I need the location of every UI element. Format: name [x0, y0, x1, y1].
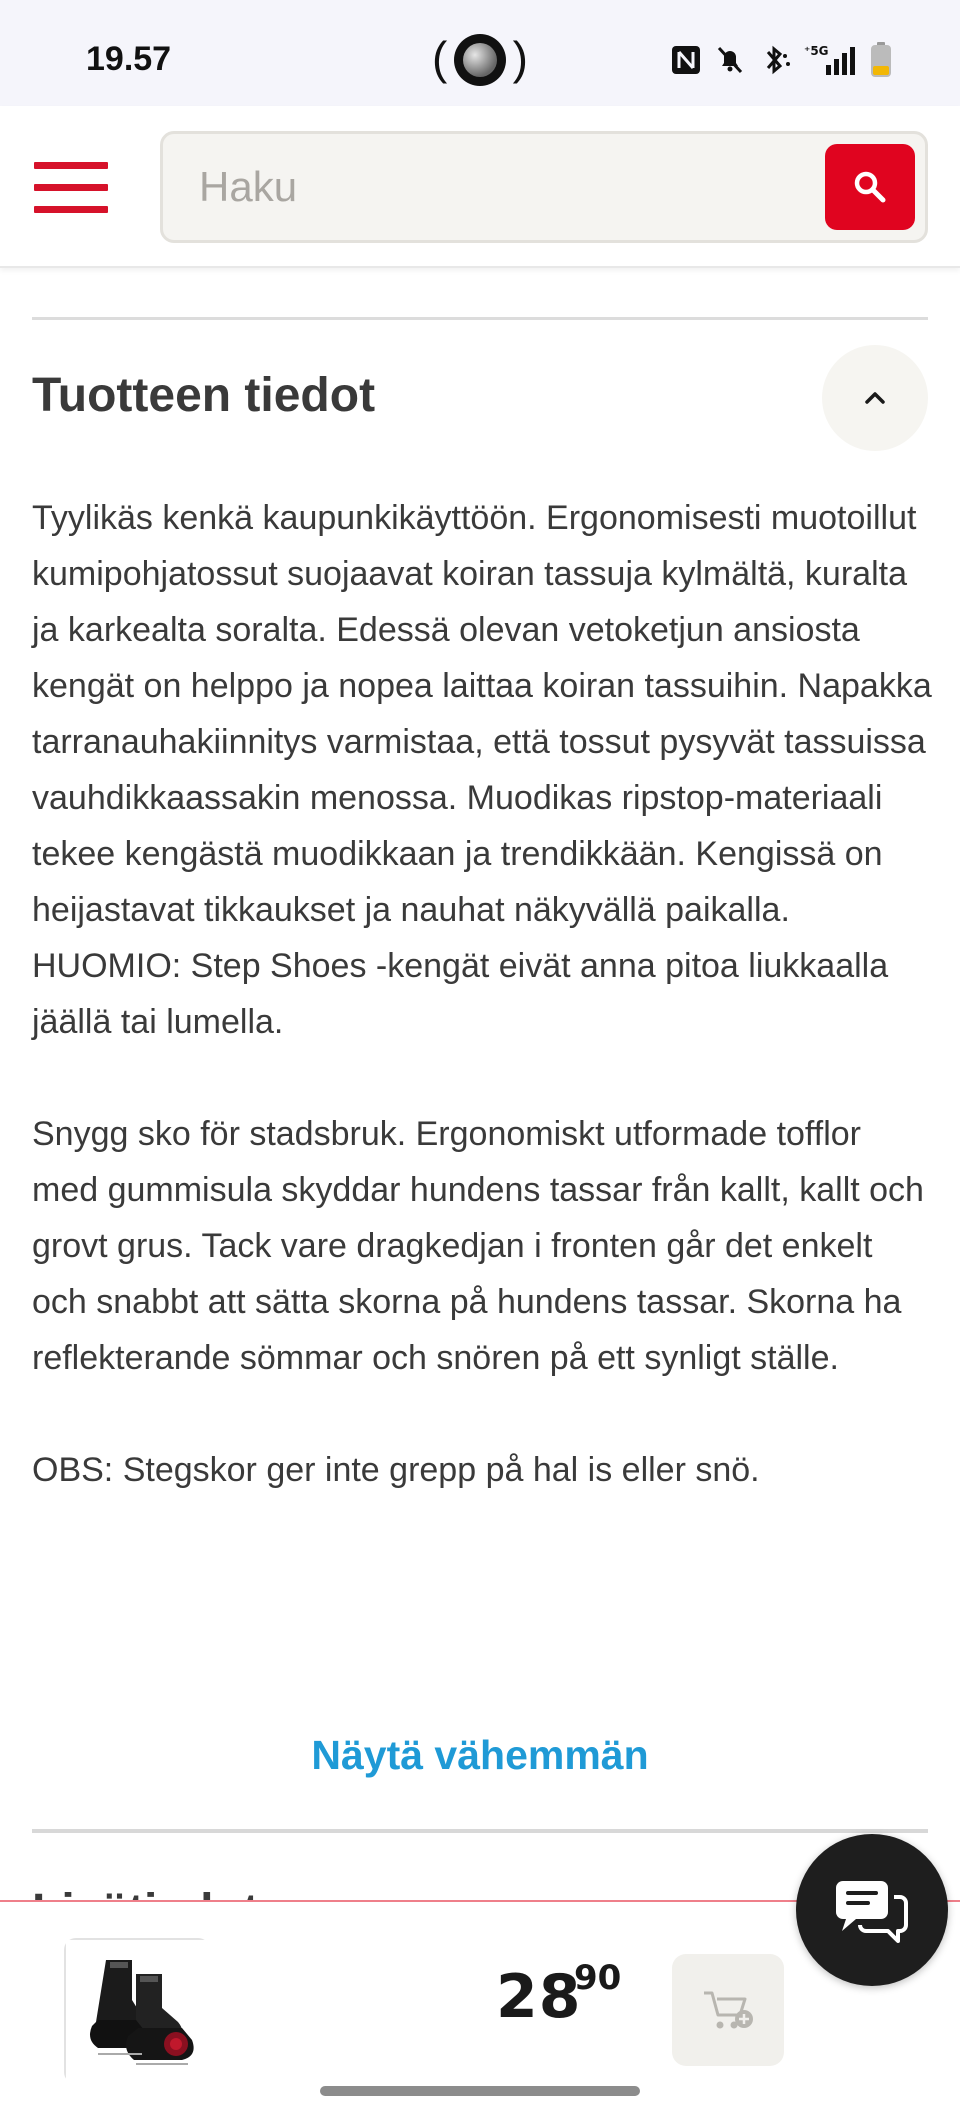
status-icons: [670, 42, 892, 78]
battery-icon: [870, 42, 892, 78]
product-description: Tyylikäs kenkä kaupunkikäyttöön. Ergonomisesti muotoillut kumipohjatossut suojaavat koiran tassuja kylmältä, kuralta ja karkealta soralta. Edessä olevan vetoketjun ansiosta kengät on helppo ja nopea laittaa koiran tassuihin. Napakka tarranauhakiinnitys varmistaa, että tossut pysyvät tassuissa vauhdikkaassakin menossa. Muodikas ripstop-materiaali tekee kengästä muodikkaan ja trendikkään. Kengissä on heijastavat tikkaukset ja nauhat näkyvällä paikalla. HUOMIO: Step Shoes -kengät eivät anna pitoa liukkaalla jäällä tai lumella. Snygg sko för stadsbruk. Ergonomiskt utformade tofflor med gummisula skyddar hundens tassar från kallt, kallt och grovt grus. Tack vare dragkedjan i fronten går det enkelt och snabbt att sätta skorna på hundens tassar. Skorna ha reflekterande sömmar och snören på ett synligt ställe. OBS: Stegskor ger inte grepp på hal is eller snö.: [32, 499, 932, 1489]
chat-icon: [832, 1875, 912, 1945]
camera-indicator: ( ): [432, 32, 528, 84]
section-title: Tuotteen tiedot: [32, 369, 376, 422]
nfc-icon: [670, 44, 702, 76]
search-input[interactable]: [199, 156, 779, 218]
signal-icon: [804, 43, 858, 77]
search-button[interactable]: [825, 144, 915, 230]
svg-text:⁺5G: ⁺5G: [804, 44, 829, 58]
bell-muted-icon: [714, 44, 746, 76]
home-indicator[interactable]: [320, 2086, 640, 2096]
bluetooth-icon: [758, 44, 792, 76]
hamburger-icon[interactable]: [34, 162, 108, 214]
add-to-cart-button[interactable]: [672, 1954, 784, 2066]
search-icon: [852, 169, 888, 205]
show-less-link[interactable]: Näytä vähemmän: [311, 1732, 649, 1778]
ball-icon: [454, 34, 506, 86]
chevron-up-icon: [861, 389, 889, 407]
price: [496, 1958, 622, 2032]
section-divider: [32, 1829, 928, 1833]
price-main: 28: [496, 1962, 582, 2032]
status-bar: [0, 0, 960, 106]
add-to-cart-icon: [700, 1985, 756, 2035]
collapse-section-button[interactable]: [822, 345, 928, 451]
next-section-title[interactable]: [32, 1880, 259, 1900]
price-cents: 90: [574, 1958, 622, 1998]
product-thumbnail[interactable]: [64, 1938, 210, 2084]
section-divider: [32, 317, 928, 320]
site-header: [0, 106, 960, 268]
search-bar: [160, 131, 928, 243]
status-time: 19.57: [86, 40, 172, 78]
chat-button[interactable]: [796, 1834, 948, 1986]
